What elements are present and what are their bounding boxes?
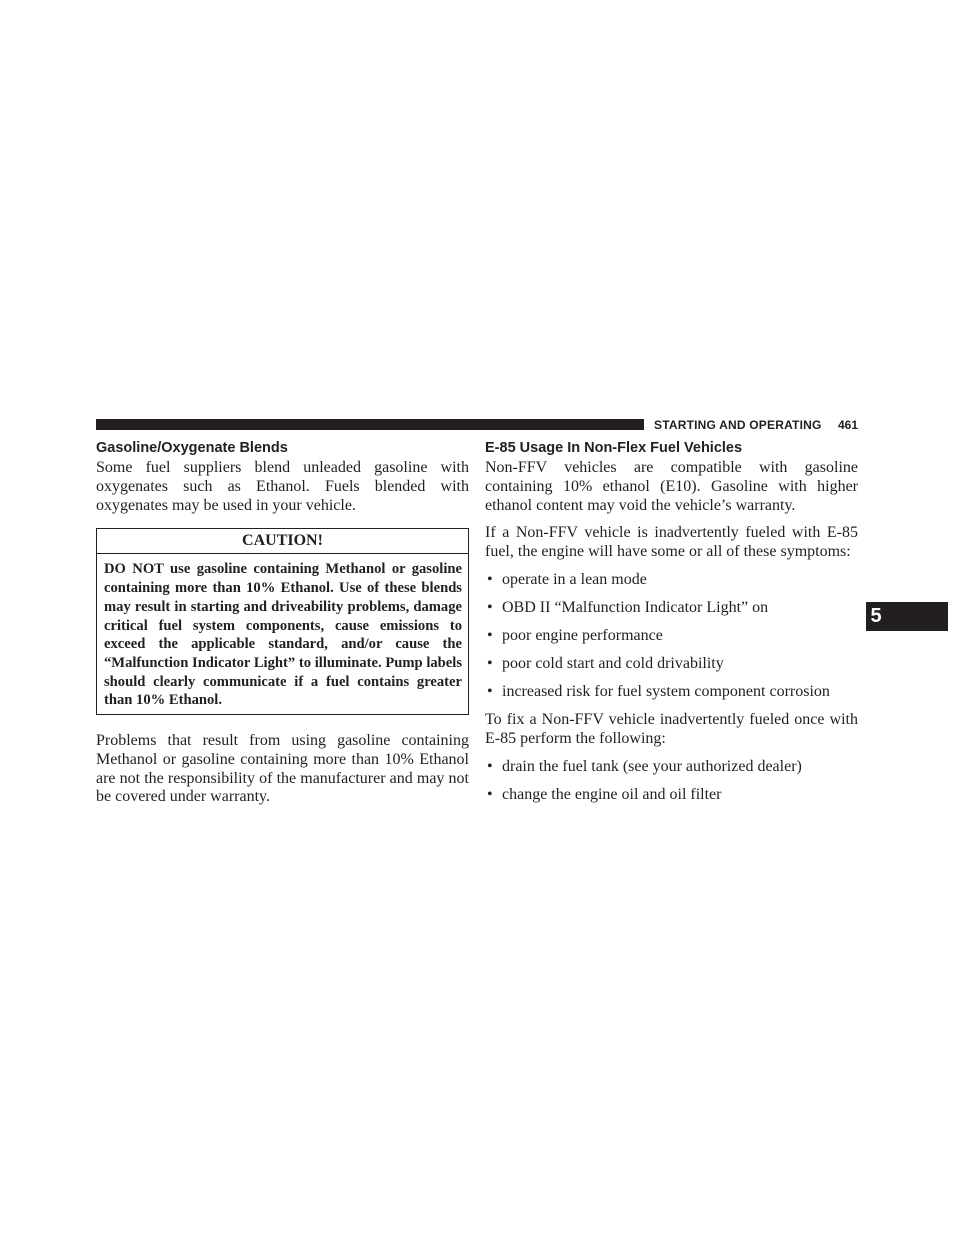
- bullet-icon: •: [487, 571, 493, 589]
- compatibility-paragraph: Non-FFV vehicles are compatible with gasoline containing 10% ethanol (E10). Gasoline with higher ethanol content may void the vehicle’s warranty.: [485, 459, 858, 514]
- list-item: • OBD II “Malfunction Indicator Light” on: [487, 599, 769, 617]
- intro-paragraph: Some fuel suppliers blend unleaded gasoline with oxygenates such as Ethanol. Fuels blended with oxygenates may be used in your vehicle.: [96, 459, 469, 514]
- section-heading-e85-usage: E-85 Usage In Non-Flex Fuel Vehicles: [485, 440, 743, 456]
- bullet-icon: •: [487, 683, 493, 701]
- chapter-number: 5: [870, 605, 882, 627]
- left-column: [96, 438, 469, 807]
- section-heading-gasoline-blends: Gasoline/Oxygenate Blends: [96, 440, 288, 456]
- caution-title: CAUTION!: [97, 529, 468, 554]
- caution-box: [96, 528, 469, 715]
- list-item: • change the engine oil and oil filter: [487, 785, 722, 803]
- fix-steps-list: [485, 758, 858, 805]
- bullet-icon: •: [487, 627, 493, 645]
- list-item: • poor engine performance: [487, 627, 663, 645]
- bullet-icon: •: [487, 655, 493, 673]
- chapter-tab: [866, 602, 948, 631]
- list-item: • increased risk for fuel system component corrosion: [487, 683, 830, 701]
- bullet-icon: •: [487, 757, 493, 775]
- symptoms-intro-paragraph: If a Non-FFV vehicle is inadvertently fueled with E-85 fuel, the engine will have some or all of these symptoms:: [485, 524, 858, 561]
- caution-text: DO NOT use gasoline containing Methanol or gasoline containing more than 10% Ethanol. Use of these blends may result in starting and driveability problems, damage critical fuel system components, cause emissions to exceed the applicable standard, and/or cause the “Malfunction Indicator Light” to illuminate. Pump labels should clearly communicate if a fuel contains greater than 10% Ethanol.: [104, 561, 462, 709]
- running-header-section: STARTING AND OPERATING: [654, 418, 822, 432]
- symptoms-list: [485, 571, 858, 702]
- fix-intro-paragraph: To fix a Non-FFV vehicle inadvertently fueled once with E-85 perform the following:: [485, 711, 858, 747]
- header-rule: [96, 419, 644, 430]
- bullet-icon: •: [487, 599, 493, 617]
- bullet-icon: •: [487, 785, 493, 803]
- page-number: 461: [838, 418, 859, 432]
- list-item: • poor cold start and cold drivability: [487, 655, 724, 673]
- right-column: [485, 438, 858, 805]
- warranty-paragraph: Problems that result from using gasoline containing Methanol or gasoline containing more than 10% Ethanol are not the responsibility of the manufacturer and may not be covered under warranty.: [96, 732, 469, 806]
- list-item: • operate in a lean mode: [487, 571, 647, 589]
- list-item: • drain the fuel tank (see your authorized dealer): [487, 757, 802, 775]
